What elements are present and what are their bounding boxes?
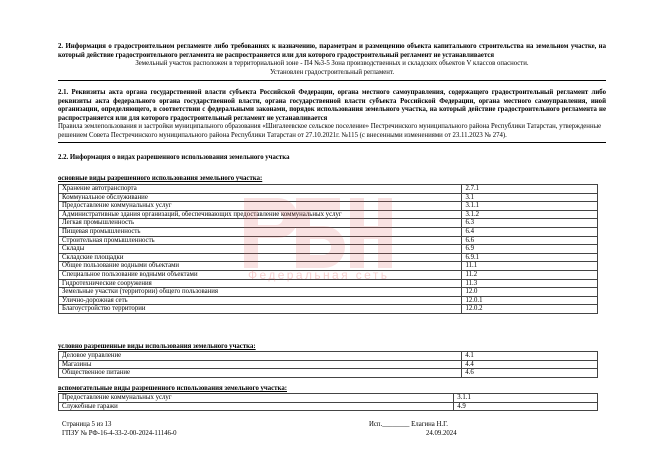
table-row: [59, 227, 598, 236]
use-name-cell: Предоставление коммунальных услуг: [59, 394, 454, 403]
use-code-cell: 4.4: [462, 360, 598, 369]
use-code-cell: 3.1.1: [462, 202, 598, 211]
use-name-cell: Легкая промышленность: [59, 219, 462, 228]
executor-signature: Исп.________ Елагина Н.Г.: [369, 421, 448, 428]
use-code-cell: 12.0.2: [462, 305, 598, 314]
use-name-cell: Земельные участки (территории) общего пользования: [59, 288, 462, 297]
use-code-cell: 6.9.1: [462, 253, 598, 262]
use-code-cell: 12.0: [462, 288, 598, 297]
table-row: [59, 219, 598, 228]
use-name-cell: Складские площадки: [59, 253, 462, 262]
use-name-cell: Общественное питание: [59, 369, 462, 378]
use-name-cell: Пищевая промышленность: [59, 227, 462, 236]
use-code-cell: 4.1: [462, 352, 598, 361]
table-row: [59, 394, 598, 403]
use-code-cell: 2.7.1: [462, 185, 598, 194]
use-code-cell: 6.6: [462, 236, 598, 245]
use-code-cell: 6.9: [462, 245, 598, 254]
use-name-cell: Деловое управление: [59, 352, 462, 361]
use-code-cell: 3.1.1: [454, 394, 598, 403]
table-row: [59, 185, 598, 194]
use-name-cell: Склады: [59, 245, 462, 254]
table-row: [59, 253, 598, 262]
watermark-caption: Федеральная сеть: [248, 268, 390, 282]
table-row: [59, 352, 598, 361]
use-code-cell: 11.3: [462, 279, 598, 288]
use-code-cell: 3.1.2: [462, 210, 598, 219]
main-uses-title: основные виды разрешенного использования земельного участка:: [58, 175, 263, 182]
section-2-2-heading: 2.2. Информация о видах разрешенного использования земельного участка: [58, 154, 290, 161]
use-name-cell: Предоставление коммунальных услуг: [59, 202, 462, 211]
main-uses-table: [58, 184, 598, 314]
use-code-cell: 6.4: [462, 227, 598, 236]
use-name-cell: Хранение автотранспорта: [59, 185, 462, 194]
use-name-cell: Строительная промышленность: [59, 236, 462, 245]
use-name-cell: Магазины: [59, 360, 462, 369]
table-row: [59, 210, 598, 219]
table-row: [59, 202, 598, 211]
use-code-cell: 4.6: [462, 369, 598, 378]
table-row: [59, 369, 598, 378]
page-number: Страница 5 из 13: [62, 421, 112, 428]
divider: [58, 142, 606, 143]
auxiliary-uses-table: [58, 393, 598, 411]
table-row: [59, 245, 598, 254]
table-row: [59, 279, 598, 288]
use-code-cell: 11.1: [462, 262, 598, 271]
table-row: [59, 236, 598, 245]
use-name-cell: Общее пользование водными объектами: [59, 262, 462, 271]
regulation-established-text: Установлен градостроительный регламент.: [269, 69, 395, 76]
zone-text: Земельный участок расположен в территориальной зоне - П4 №3-5 Зона производственных и складских объектов V классов опасности.: [135, 60, 529, 67]
use-name-cell: Гидротехнические сооружения: [59, 279, 462, 288]
use-name-cell: Улично-дорожная сеть: [59, 296, 462, 305]
section-2-1-heading: 2.1. Реквизиты акта органа государственной власти субъекта Российской Федерации, органа местного самоуправления, содержащего градостроительный регламент либо реквизиты акта федерального органа государственной власти, органа государственной власти субъекта Российской Федерации, органа местного самоуправления, иной организации, определяющего, в соответствии с федеральными законами, порядок использования земельного участка, на который действие градостроительного регламента не распространяется или для которого градостроительный регламент не устанавливается: [58, 89, 606, 122]
use-code-cell: 4.9: [454, 402, 598, 411]
table-row: [59, 193, 598, 202]
divider: [58, 80, 606, 81]
conditional-uses-title: условно разрешенные виды использования земельного участка:: [58, 343, 256, 350]
table-row: [59, 360, 598, 369]
use-name-cell: Административные здания организаций, обеспечивающих предоставление коммунальных услуг: [59, 210, 462, 219]
section-2-1-text: Правила землепользования и застройки муниципального образования «Шигалеевское сельское поселение» Пестречинского муниципального района Республики Татарстан, утвержденные решением Совета Пестречинского муниципального района Республики Татарстан от 27.10.2021г. №115 (с внесенными изменениями от 23.11.2023 № 274).: [58, 123, 602, 139]
conditional-uses-table: [58, 351, 598, 378]
table-row: [59, 305, 598, 314]
table-row: [59, 288, 598, 297]
table-row: [59, 270, 598, 279]
use-code-cell: 11.2: [462, 270, 598, 279]
use-code-cell: 3.1: [462, 193, 598, 202]
auxiliary-uses-title: вспомогательные виды разрешенного использования земельного участка:: [58, 385, 287, 392]
use-code-cell: 6.3: [462, 219, 598, 228]
table-row: [59, 262, 598, 271]
document-date: 24.09.2024: [426, 430, 457, 437]
section-2-heading: 2. Информация о градостроительном регламенте либо требованиях к назначению, параметрам и размещению объекта капитального строительства на земельном участке, на который действие градостроительного регламента не распространяется или для которого градостроительный регламент не устанавливается: [58, 43, 606, 59]
document-number: ГПЗУ № РФ-16-4-33-2-00-2024-11146-0: [62, 430, 177, 437]
use-code-cell: 12.0.1: [462, 296, 598, 305]
use-name-cell: Благоустройство территории: [59, 305, 462, 314]
use-name-cell: Специальное пользование водными объектами: [59, 270, 462, 279]
table-row: [59, 402, 598, 411]
use-name-cell: Коммунальное обслуживание: [59, 193, 462, 202]
use-name-cell: Служебные гаражи: [59, 402, 454, 411]
table-row: [59, 296, 598, 305]
